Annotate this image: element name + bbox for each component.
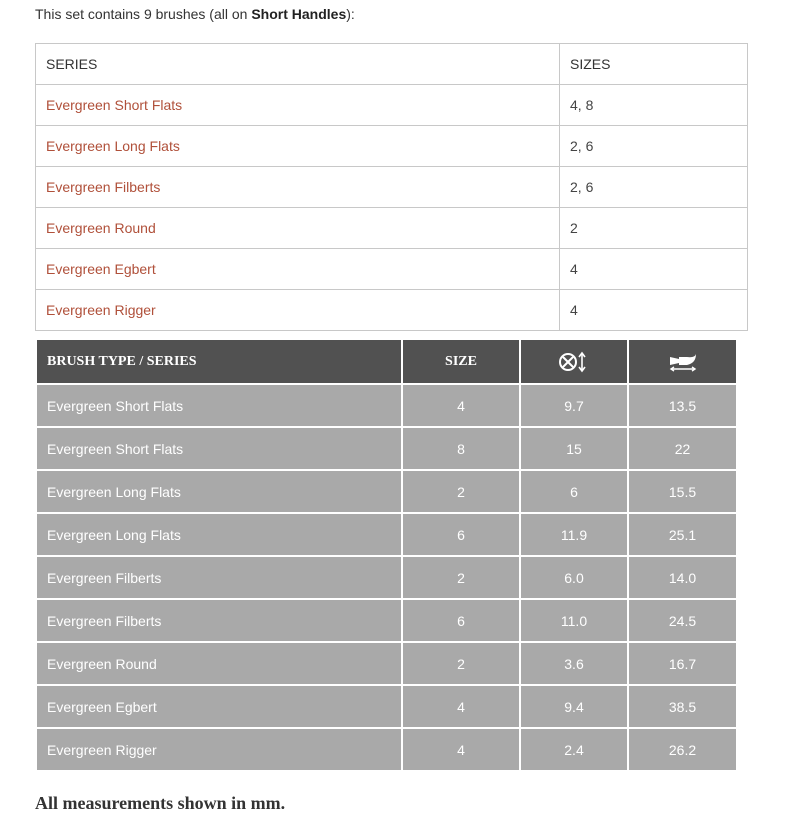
brush-type-cell: Evergreen Short Flats	[37, 428, 401, 469]
diameter-cell: 9.7	[521, 385, 627, 426]
series-table	[35, 43, 748, 331]
length-cell: 25.1	[629, 514, 736, 555]
series-link[interactable]: Evergreen Rigger	[36, 290, 560, 331]
length-cell: 13.5	[629, 385, 736, 426]
size-cell: 2	[403, 643, 519, 684]
length-cell: 15.5	[629, 471, 736, 512]
size-cell: 4	[403, 686, 519, 727]
length-cell: 38.5	[629, 686, 736, 727]
diameter-cell: 6	[521, 471, 627, 512]
brush-length-header	[629, 340, 736, 383]
brush-type-cell: Evergreen Long Flats	[37, 471, 401, 512]
table-row	[36, 126, 748, 167]
sizes-cell: 2, 6	[560, 126, 748, 167]
brush-type-cell: Evergreen Round	[37, 643, 401, 684]
series-link[interactable]: Evergreen Short Flats	[36, 85, 560, 126]
length-cell: 16.7	[629, 643, 736, 684]
diameter-cell: 15	[521, 428, 627, 469]
sizes-cell: 2	[560, 208, 748, 249]
size-cell: 6	[403, 600, 519, 641]
size-header: SIZE	[403, 340, 519, 383]
series-link[interactable]: Evergreen Round	[36, 208, 560, 249]
table-row	[37, 729, 736, 770]
diameter-cell: 6.0	[521, 557, 627, 598]
type-header: BRUSH TYPE / SERIES	[37, 340, 401, 383]
table-row	[37, 600, 736, 641]
size-cell: 8	[403, 428, 519, 469]
size-cell: 4	[403, 729, 519, 770]
intro-prefix: This set contains 9 brushes (all on	[35, 6, 252, 22]
brush-type-cell: Evergreen Filberts	[37, 557, 401, 598]
table-row	[37, 557, 736, 598]
length-cell: 14.0	[629, 557, 736, 598]
table-row	[37, 428, 736, 469]
diameter-cell: 11.0	[521, 600, 627, 641]
table-row	[37, 514, 736, 555]
length-cell: 22	[629, 428, 736, 469]
diameter-length-icon	[558, 350, 590, 374]
table-row	[36, 290, 748, 331]
table-row	[36, 208, 748, 249]
table-row	[37, 385, 736, 426]
series-link[interactable]: Evergreen Egbert	[36, 249, 560, 290]
brush-type-cell: Evergreen Filberts	[37, 600, 401, 641]
diameter-cell: 11.9	[521, 514, 627, 555]
diameter-length-header	[521, 340, 627, 383]
diameter-cell: 3.6	[521, 643, 627, 684]
measurements-note: All measurements shown in mm.	[35, 793, 286, 813]
table-row	[37, 686, 736, 727]
sizes-cell: 2, 6	[560, 167, 748, 208]
size-cell: 6	[403, 514, 519, 555]
table-row	[37, 643, 736, 684]
brush-type-cell: Evergreen Rigger	[37, 729, 401, 770]
brush-type-cell: Evergreen Long Flats	[37, 514, 401, 555]
intro-bold: Short Handles	[251, 6, 347, 22]
sizes-cell: 4, 8	[560, 85, 748, 126]
diameter-cell: 2.4	[521, 729, 627, 770]
series-link[interactable]: Evergreen Long Flats	[36, 126, 560, 167]
intro-text	[35, 6, 355, 22]
series-header-row	[36, 44, 748, 85]
sizes-cell: 4	[560, 290, 748, 331]
spec-table	[35, 338, 738, 772]
table-row	[36, 249, 748, 290]
table-row	[37, 471, 736, 512]
series-header: SERIES	[36, 44, 560, 85]
brush-type-cell: Evergreen Egbert	[37, 686, 401, 727]
series-link[interactable]: Evergreen Filberts	[36, 167, 560, 208]
size-cell: 2	[403, 471, 519, 512]
size-cell: 4	[403, 385, 519, 426]
diameter-cell: 9.4	[521, 686, 627, 727]
intro-suffix: ):	[346, 6, 355, 22]
brush-type-cell: Evergreen Short Flats	[37, 385, 401, 426]
table-row	[36, 167, 748, 208]
spec-header-row	[37, 340, 736, 383]
brush-length-icon	[667, 350, 699, 374]
size-cell: 2	[403, 557, 519, 598]
sizes-header: SIZES	[560, 44, 748, 85]
length-cell: 26.2	[629, 729, 736, 770]
sizes-cell: 4	[560, 249, 748, 290]
length-cell: 24.5	[629, 600, 736, 641]
table-row	[36, 85, 748, 126]
